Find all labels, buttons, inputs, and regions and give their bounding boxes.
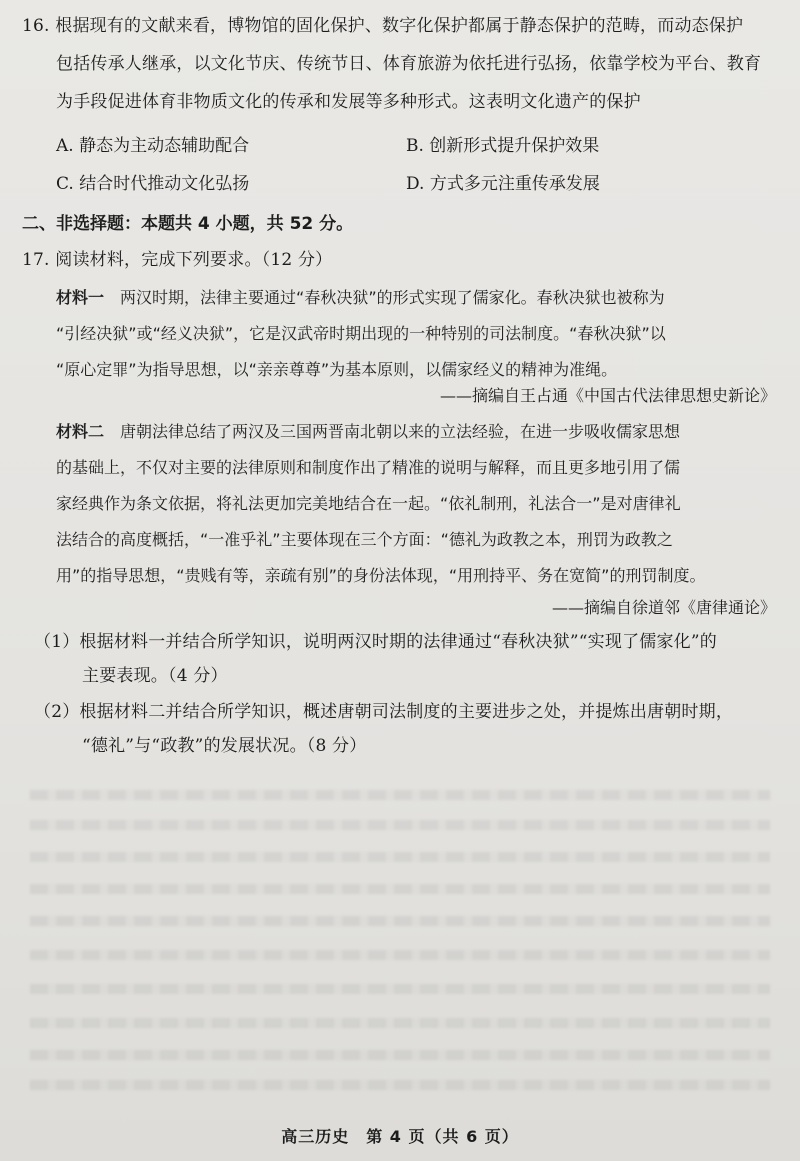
material2-source: ——摘编自徐道邻《唐律通论》 xyxy=(551,598,776,617)
material2-label: 材料二 xyxy=(56,422,105,441)
q16-option-c: C. 结合时代推动文化弘扬 xyxy=(56,174,250,194)
bleed-through-texture xyxy=(30,950,770,960)
section-heading-nonchoice: 二、非选择题：本题共 4 小题，共 52 分。 xyxy=(22,214,354,234)
q16-line-2: 包括传承人继承，以文化节庆、传统节日、体育旅游为依托进行弘扬，依靠学校为平台、教育 xyxy=(56,54,762,74)
material1-label: 材料一 xyxy=(56,288,105,307)
material1-source: ——摘编自王占通《中国古代法律思想史新论》 xyxy=(439,386,776,405)
material1-text-1: 两汉时期，法律主要通过“春秋决狱”的形式实现了儒家化。春秋决狱也被称为 xyxy=(120,288,665,307)
q16-option-b: B. 创新形式提升保护效果 xyxy=(406,136,600,156)
q16-line-3: 为手段促进体育非物质文化的传承和发展等多种形式。这表明文化遗产的保护 xyxy=(56,92,641,112)
material2-line-4: 法结合的高度概括，“一准乎礼”主要体现在三个方面：“德礼为政教之本，刑罚为政教之 xyxy=(56,530,673,549)
bleed-through-texture xyxy=(30,820,770,830)
bleed-through-texture xyxy=(30,790,770,800)
material2-line-1 xyxy=(56,420,680,444)
bleed-through-texture xyxy=(30,852,770,862)
bleed-through-texture xyxy=(30,984,770,994)
q17-title: 17. 阅读材料，完成下列要求。（12 分） xyxy=(22,250,333,270)
sub-question-1-line-2: 主要表现。（4 分） xyxy=(82,666,228,686)
q16-line-1: 16. 根据现有的文献来看，博物馆的固化保护、数字化保护都属于静态保护的范畴，而动态保护 xyxy=(22,16,744,36)
material1-line-1 xyxy=(56,286,665,310)
bleed-through-texture xyxy=(30,916,770,926)
bleed-through-texture xyxy=(30,1018,770,1028)
material2-line-3: 家经典作为条文依据，将礼法更加完美地结合在一起。“依礼制刑，礼法合一”是对唐律礼 xyxy=(56,494,681,513)
material2-line-5: 用”的指导思想，“贵贱有等，亲疏有别”的身份法体现，“用刑持平、务在宽简”的刑罚制度。 xyxy=(56,566,706,585)
q16-option-d: D. 方式多元注重传承发展 xyxy=(406,174,600,194)
page-footer: 高三历史 第 4 页（共 6 页） xyxy=(281,1127,519,1146)
material2-line-2: 的基础上，不仅对主要的法律原则和制度作出了精准的说明与解释，而且更多地引用了儒 xyxy=(56,458,681,477)
material2-text-1: 唐朝法律总结了两汉及三国两晋南北朝以来的立法经验，在进一步吸收儒家思想 xyxy=(120,422,681,441)
sub-question-2-line-2: “德礼”与“政教”的发展状况。（8 分） xyxy=(82,736,367,756)
material1-line-3: “原心定罪”为指导思想，以“亲亲尊尊”为基本原则，以儒家经义的精神为准绳。 xyxy=(56,360,618,379)
q16-option-a: A. 静态为主动态辅助配合 xyxy=(56,136,250,156)
material1-line-2: “引经决狱”或“经义决狱”，它是汉武帝时期出现的一种特别的司法制度。“春秋决狱”以 xyxy=(56,324,666,343)
bleed-through-texture xyxy=(30,884,770,894)
bleed-through-texture xyxy=(30,1050,770,1060)
sub-question-2-line-1: （2）根据材料二并结合所学知识，概述唐朝司法制度的主要进步之处，并提炼出唐朝时期， xyxy=(34,702,734,722)
sub-question-1-line-1: （1）根据材料一并结合所学知识，说明两汉时期的法律通过“春秋决狱”“实现了儒家化”的 xyxy=(34,632,717,652)
bleed-through-texture xyxy=(30,1080,770,1090)
